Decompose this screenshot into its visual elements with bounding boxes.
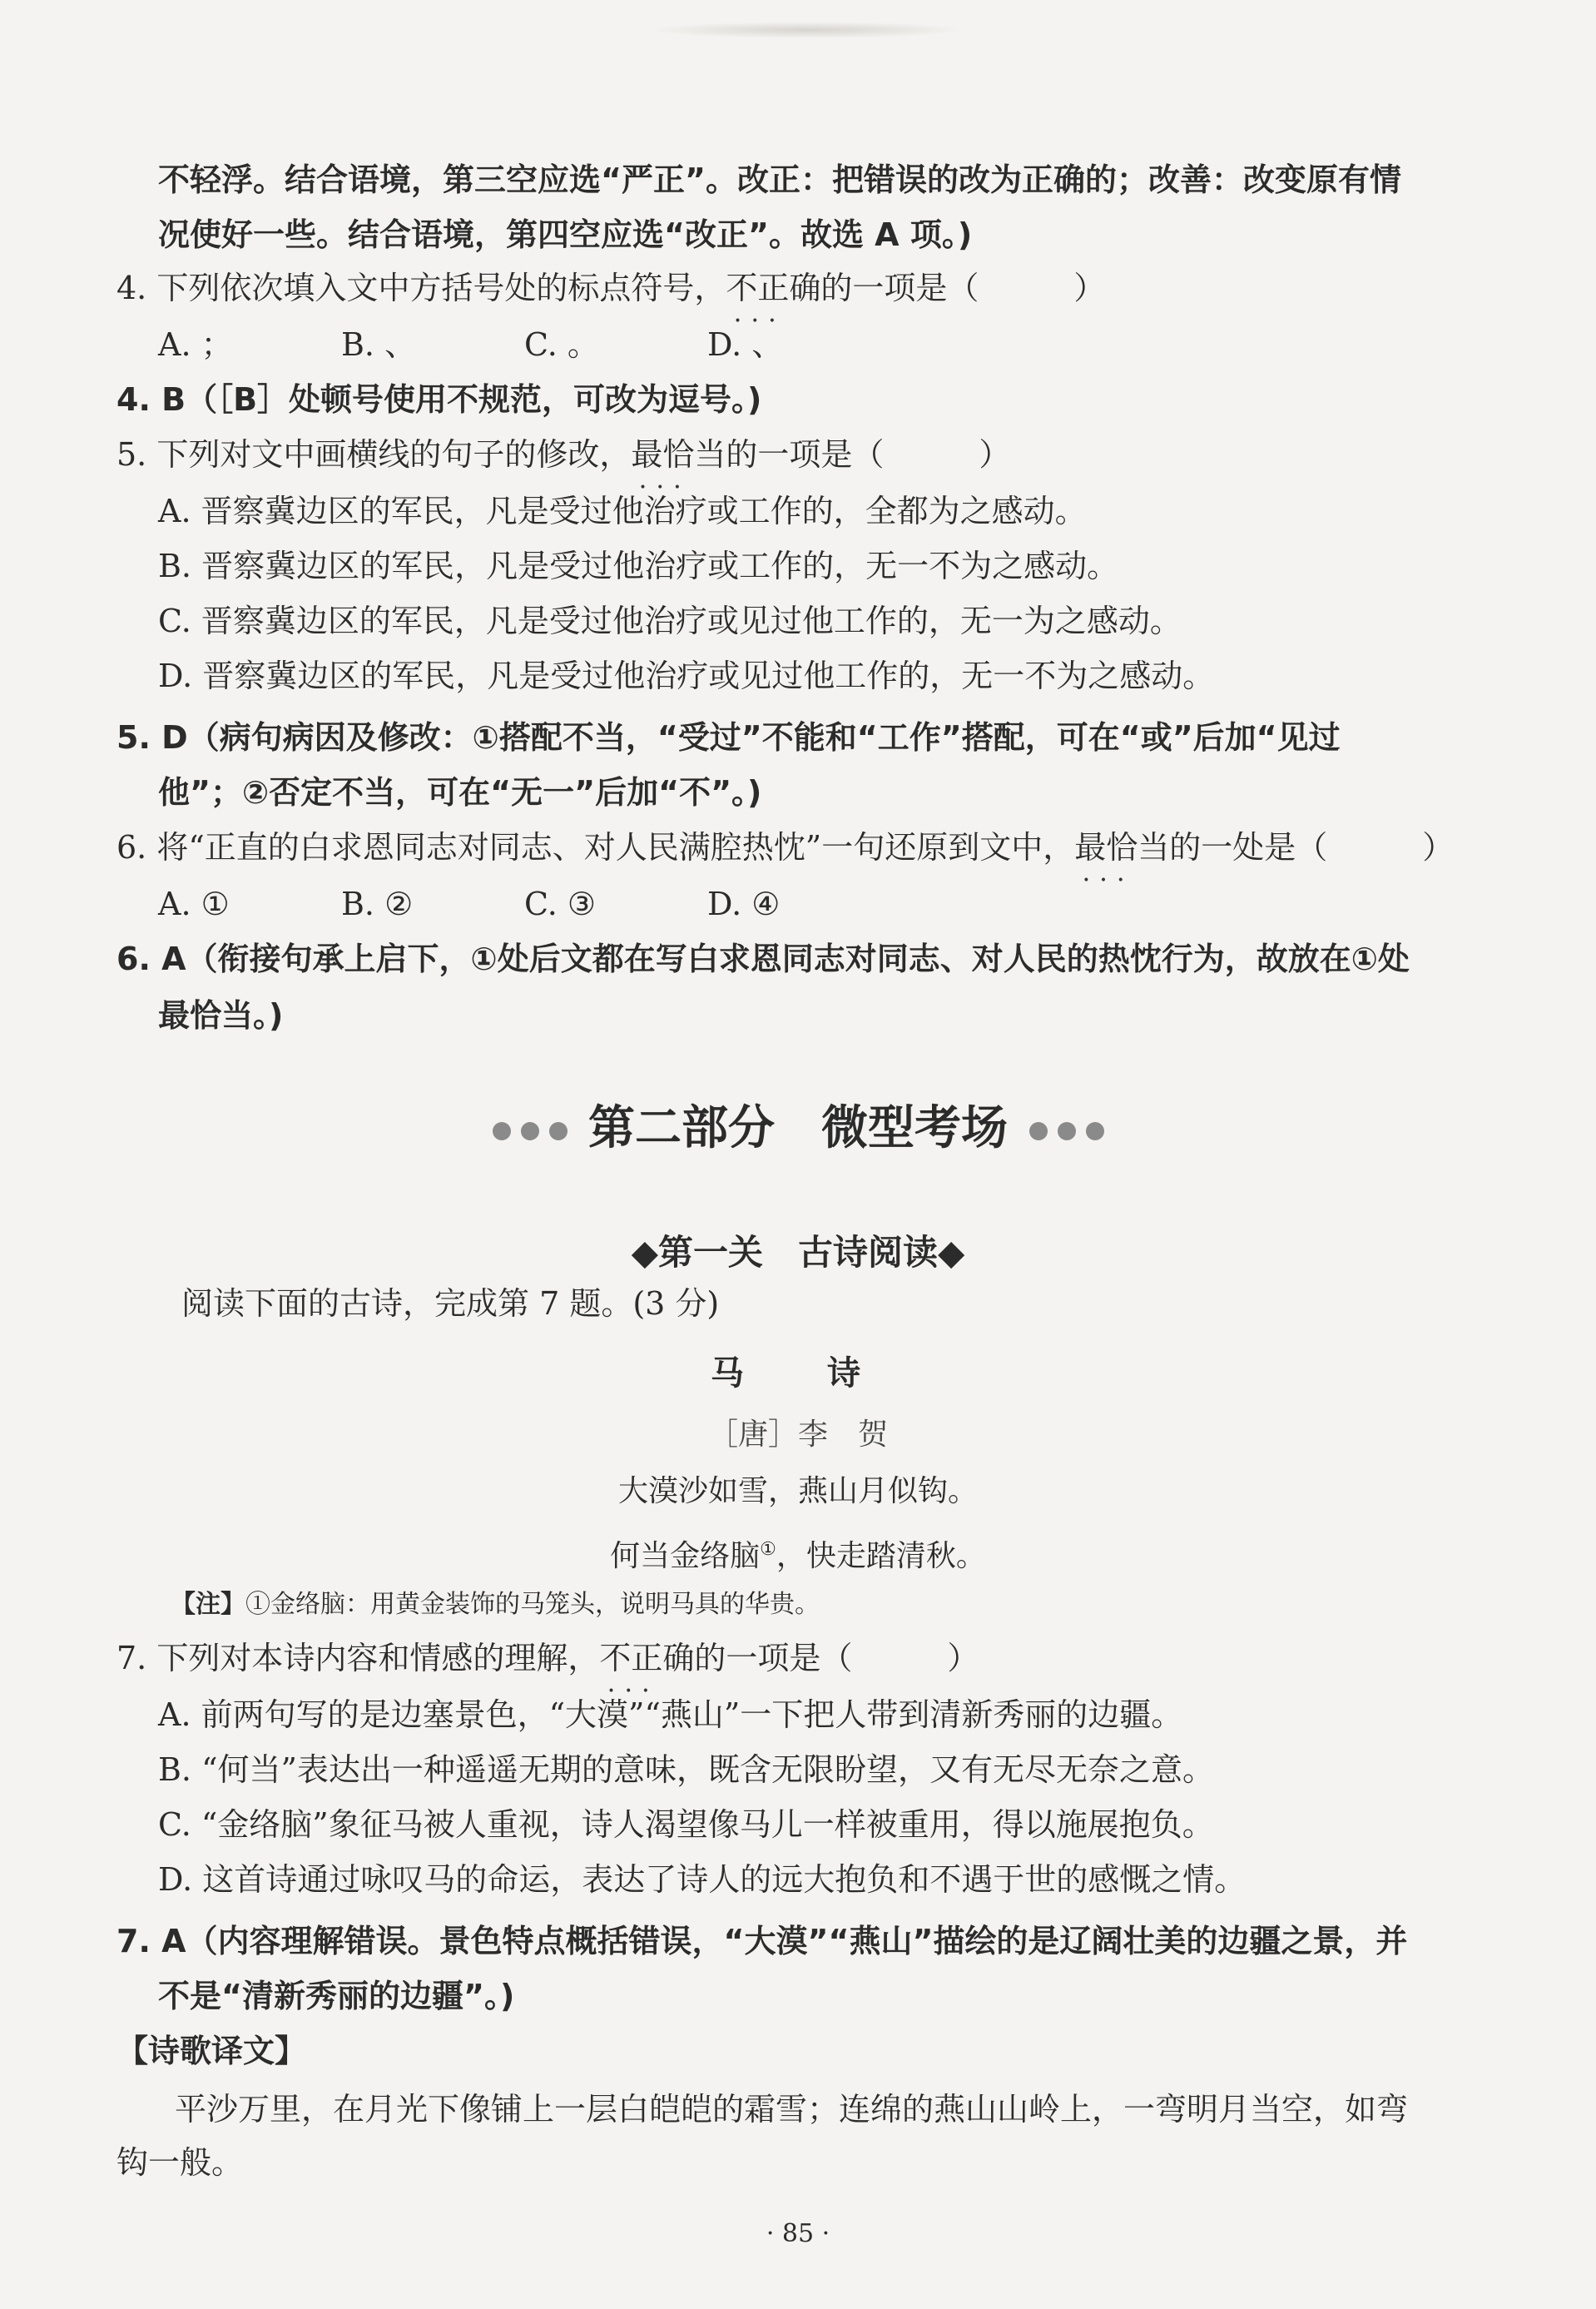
instruction: 阅读下面的古诗，完成第 7 题。(3 分) — [181, 1285, 720, 1322]
page-number: · 85 · — [766, 2219, 830, 2248]
option-b: B. ② — [341, 886, 414, 922]
bullet-icon — [493, 1122, 511, 1140]
option-c: C. “金络脑”象征马被人重视，诗人渴望像马儿一样被重用，得以施展抱负。 — [158, 1806, 1214, 1843]
poem-line-1: 大漠沙如雪，燕山月似钩。 — [617, 1474, 978, 1508]
bullet-icon — [1058, 1122, 1076, 1140]
question-stem-text: 的一项是（ ） — [820, 270, 1106, 306]
answer-6-line1: 6. A（衔接句承上启下，①处后文都在写白求恩同志对同志、对人民的热忱行为，故放在①处 — [116, 941, 1410, 977]
question-7-stem — [116, 1636, 979, 1680]
answer-5-line2: 他”；②否定不当，可在“无一”后加“不”。) — [158, 774, 762, 811]
question-number: 6. — [116, 829, 147, 866]
bullet-icon — [1029, 1122, 1048, 1140]
answer-4: 4. B（［B］处顿号使用不规范，可改为逗号。) — [116, 381, 762, 418]
answer-7-line1: 7. A（内容理解错误。景色特点概括错误，“大漠”“燕山”描绘的是辽阔壮美的边疆之景，并 — [116, 1923, 1408, 1959]
question-5-stem — [116, 433, 1010, 476]
option-a: A. ① — [158, 886, 230, 922]
poem-note — [171, 1583, 820, 1626]
section-title-text: 第二部分 微型考场 — [588, 1100, 1008, 1155]
option-a: A. 晋察冀边区的军民，凡是受过他治疗或工作的，全都为之感动。 — [158, 493, 1087, 529]
option-d: D. 这首诗通过咏叹马的命运，表达了诗人的远大抱负和不遇于世的感慨之情。 — [158, 1861, 1247, 1898]
question-stem-text: 的一处是（ ） — [1169, 829, 1455, 866]
poem-line-2 — [0, 1528, 1596, 1578]
bullet-icon — [1086, 1122, 1104, 1140]
option-d: D. 晋察冀边区的军民，凡是受过他治疗或见过他工作的，无一不为之感动。 — [158, 658, 1215, 694]
question-6-stem — [116, 826, 1454, 869]
emphasis-text: 最恰当 • • • — [1074, 826, 1169, 869]
option-c: C. 。 — [524, 326, 599, 363]
option-b: B. 、 — [341, 326, 417, 363]
question-number: 7. — [116, 1640, 147, 1676]
question-stem-text: 下列对本诗内容和情感的理解， — [156, 1640, 600, 1676]
option-c: C. ③ — [524, 886, 596, 922]
prev-answer-line1: 不轻浮。结合语境，第三空应选“严正”。改正：把错误的改为正确的；改善：改变原有情 — [158, 161, 1401, 198]
answer-7-line2: 不是“清新秀丽的边疆”。) — [158, 1978, 515, 2014]
question-stem-text: 的一项是（ ） — [726, 436, 1011, 473]
emphasis-text: 不正确 • • • — [599, 1636, 694, 1680]
note-label: 【注】 — [171, 1590, 245, 1619]
question-stem-text: 的一项是（ ） — [694, 1640, 979, 1676]
poem-author: ［唐］李 贺 — [707, 1418, 888, 1452]
option-a: A. 前两句写的是边塞景色，“大漠”“燕山”一下把人带到清新秀丽的边疆。 — [158, 1696, 1183, 1733]
emphasis-text: 最恰当 • • • — [631, 433, 726, 476]
note-text: ①金络脑：用黄金装饰的马笼头，说明马具的华贵。 — [245, 1590, 820, 1619]
question-stem-text: 将“正直的白求恩同志对同志、对人民满腔热忱”一句还原到文中， — [156, 829, 1075, 866]
poem-text: 何当金络脑 — [610, 1539, 761, 1573]
prev-answer-line2: 况使好一些。结合语境，第四空应选“改正”。故选 A 项。) — [158, 216, 973, 253]
poem-title: 马 诗 — [711, 1354, 885, 1393]
option-d: D. ④ — [707, 886, 781, 922]
scan-artifact — [649, 22, 965, 38]
emphasis-text: 不正确 • • • — [726, 266, 820, 310]
section-title — [0, 1099, 1596, 1157]
level-title: ◆第一关 古诗阅读◆ — [631, 1232, 965, 1273]
option-b: B. “何当”表达出一种遥遥无期的意味，既含无限盼望，又有无尽无奈之意。 — [158, 1751, 1214, 1788]
translation-line1: 平沙万里，在月光下像铺上一层白皑皑的霜雪；连绵的燕山山岭上，一弯明月当空，如弯 — [175, 2091, 1409, 2128]
question-stem-text: 下列对文中画横线的句子的修改， — [156, 436, 632, 473]
question-4-stem — [116, 266, 1105, 310]
option-a: A. ； — [158, 326, 233, 363]
question-number: 5. — [116, 436, 147, 473]
translation-label: 【诗歌译文】 — [116, 2033, 307, 2069]
option-b: B. 晋察冀边区的军民，凡是受过他治疗或工作的，无一不为之感动。 — [158, 548, 1119, 584]
answer-5-line1: 5. D（病句病因及修改：①搭配不当，“受过”不能和“工作”搭配，可在“或”后加“见过 — [116, 719, 1341, 756]
footnote-marker: ① — [760, 1539, 776, 1560]
option-d: D. 、 — [707, 326, 784, 363]
option-c: C. 晋察冀边区的军民，凡是受过他治疗或见过他工作的，无一为之感动。 — [158, 603, 1182, 639]
answer-6-line2: 最恰当。) — [158, 997, 284, 1034]
bullet-icon — [549, 1122, 568, 1140]
translation-line2: 钩一般。 — [116, 2144, 244, 2181]
question-stem-text: 下列依次填入文中方括号处的标点符号， — [156, 270, 726, 306]
poem-text: ，快走踏清秋。 — [776, 1539, 986, 1573]
bullet-icon — [521, 1122, 539, 1140]
question-number: 4. — [116, 270, 147, 306]
